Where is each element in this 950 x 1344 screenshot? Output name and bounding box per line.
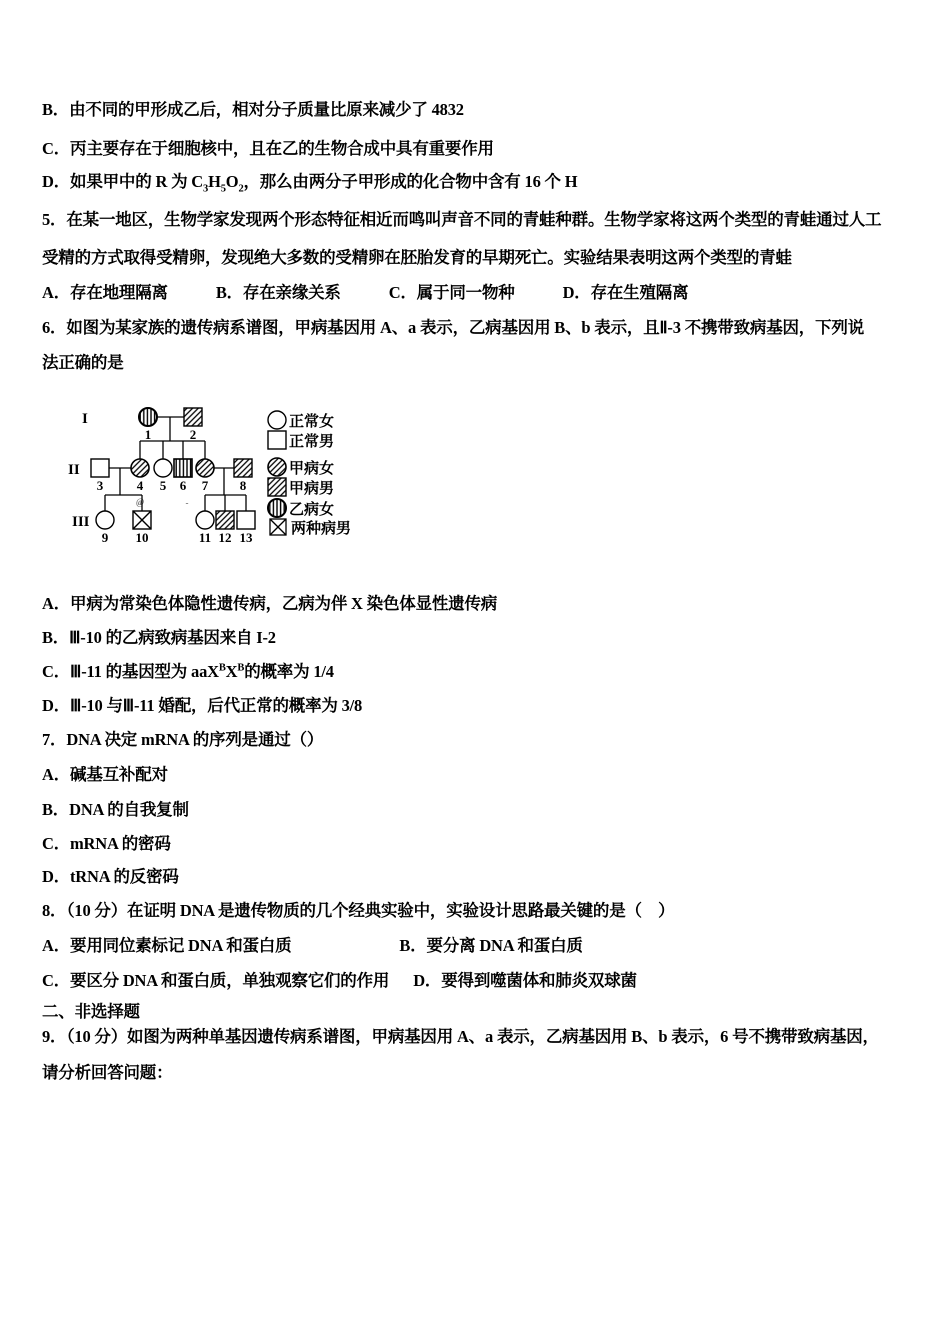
text-part: X (225, 662, 238, 681)
pedigree-individual-II5 (154, 459, 172, 477)
scan-artifact: - (185, 498, 189, 508)
q9-stem-line1: 9．（10 分）如图为两种单基因遗传病系谱图，甲病基因用 A、a 表示，乙病基因用 B、b 表示，6 号不携带致病基因， (42, 1027, 879, 1046)
q5-option-d: D．存在生殖隔离 (562, 283, 689, 302)
genotype-superscript: B (237, 662, 245, 674)
pedigree-individual-III10 (133, 511, 151, 529)
scan-artifact: @ (135, 497, 145, 507)
q5-stem-line1: 5．在某一地区，生物学家发现两个形态特征相近而鸣叫声音不同的青蛙种群。生物学家将这两个类型的青蛙通过人工 (42, 210, 882, 229)
q6-option-b: B．Ⅲ-10 的乙病致病基因来自 I-2 (42, 628, 276, 647)
q5-options-row (42, 283, 688, 303)
q7-option-c: C．mRNA 的密码 (42, 834, 171, 853)
legend-label: 乙病女 (289, 502, 335, 518)
chem-subscript: 3 (203, 183, 209, 195)
generation-label-3: III (72, 514, 90, 530)
q8-option-c: C．要区分 DNA 和蛋白质，单独观察它们的作用 (42, 971, 390, 990)
text-part: O (225, 172, 239, 191)
pedigree-individual-III12 (216, 511, 234, 529)
q8-option-b: B．要分离 DNA 和蛋白质 (399, 936, 583, 955)
text-part: H (208, 172, 221, 191)
legend-square-empty-icon (268, 431, 286, 449)
legend-label: 两种病男 (291, 521, 352, 537)
pedigree-number: 5 (159, 478, 167, 493)
legend-label: 正常男 (289, 434, 335, 450)
legend-label: 正常女 (289, 414, 335, 430)
generation-label-1: I (82, 411, 88, 427)
legend-square-diagonal-icon (268, 478, 286, 496)
pedigree-individual-I1 (139, 408, 157, 426)
q6-option-d: D．Ⅲ-10 与Ⅲ-11 婚配，后代正常的概率为 3/8 (42, 696, 363, 715)
legend-circle-vertical-icon (268, 499, 286, 517)
text-part: ，那么由两分子甲形成的化合物中含有 16 个 H (243, 172, 578, 191)
q7-option-a: A．碱基互补配对 (42, 765, 168, 784)
q6-stem-line1: 6．如图为某家族的遗传病系谱图，甲病基因用 A、a 表示，乙病基因用 B、b 表示，且Ⅱ-3 不携带致病基因，下列说 (42, 318, 864, 337)
pedigree-number: 3 (96, 478, 104, 493)
q7-option-b: B．DNA 的自我复制 (42, 800, 189, 819)
pedigree-individual-III11 (196, 511, 214, 529)
q8-options-row-1 (42, 936, 583, 956)
q4-option-b: B．由不同的甲形成乙后，相对分子质量比原来减少了 4832 (42, 100, 464, 119)
pedigree-individual-II3 (91, 459, 109, 477)
q7-stem: 7．DNA 决定 mRNA 的序列是通过（） (42, 730, 324, 749)
generation-label-2: II (68, 462, 80, 478)
pedigree-legend (268, 411, 351, 537)
pedigree-diagram (60, 398, 360, 550)
chem-subscript: 2 (238, 183, 244, 195)
pedigree-individual-III13 (237, 511, 255, 529)
pedigree-number: 13 (239, 530, 253, 545)
q5-option-c: C．属于同一物种 (388, 283, 515, 302)
pedigree-number: 1 (144, 427, 152, 442)
q8-options-row-2 (42, 971, 637, 991)
pedigree-number: 9 (101, 530, 109, 545)
text-part: D．如果甲中的 R 为 C (42, 172, 204, 191)
pedigree-number: 8 (239, 478, 247, 493)
pedigree-number: 4 (136, 478, 144, 493)
legend-circle-empty-icon (268, 411, 286, 429)
pedigree-number: 11 (198, 530, 212, 545)
q7-option-d: D．tRNA 的反密码 (42, 867, 179, 886)
legend-circle-diagonal-icon (268, 458, 286, 476)
pedigree-individual-I2 (184, 408, 202, 426)
pedigree-number: 12 (218, 530, 232, 545)
pedigree-individual-II8 (234, 459, 252, 477)
q6-option-c (42, 662, 334, 682)
pedigree-number: 10 (135, 530, 149, 545)
q6-option-a: A．甲病为常染色体隐性遗传病，乙病为伴 X 染色体显性遗传病 (42, 594, 498, 613)
pedigree-individual-III9 (96, 511, 114, 529)
q6-stem-line2: 法正确的是 (42, 353, 124, 372)
q4-option-d (42, 172, 577, 196)
pedigree-individual-II4 (131, 459, 149, 477)
section2-title: 二、非选择题 (42, 1002, 140, 1021)
pedigree-individual-II6 (174, 459, 192, 477)
q9-stem-line2: 请分析回答问题： (42, 1063, 173, 1082)
pedigree-number: 6 (179, 478, 187, 493)
q8-option-d: D．要得到噬菌体和肺炎双球菌 (413, 971, 637, 990)
pedigree-individual-II7 (196, 459, 214, 477)
genotype-superscript: B (218, 662, 226, 674)
q8-stem: 8．（10 分）在证明 DNA 是遗传物质的几个经典实验中，实验设计思路最关键的是（ ） (42, 901, 675, 920)
pedigree-number: 7 (201, 478, 209, 493)
q5-option-a: A．存在地理隔离 (42, 283, 168, 302)
pedigree-number: 2 (189, 427, 197, 442)
text-part: C．Ⅲ-11 的基因型为 aaX (42, 662, 219, 681)
q5-stem-line2: 受精的方式取得受精卵，发现绝大多数的受精卵在胚胎发育的早期死亡。实验结果表明这两个类型的青蛙 (42, 248, 792, 267)
chem-subscript: 5 (220, 183, 226, 195)
legend-square-cross-icon (270, 519, 286, 535)
text-part: 的概率为 1/4 (244, 662, 334, 681)
q5-option-b: B．存在亲缘关系 (215, 283, 341, 302)
q8-option-a: A．要用同位素标记 DNA 和蛋白质 (42, 936, 292, 955)
q4-option-c: C．丙主要存在于细胞核中，且在乙的生物合成中具有重要作用 (42, 139, 494, 158)
legend-label: 甲病女 (289, 461, 335, 477)
legend-label: 甲病男 (289, 481, 335, 497)
